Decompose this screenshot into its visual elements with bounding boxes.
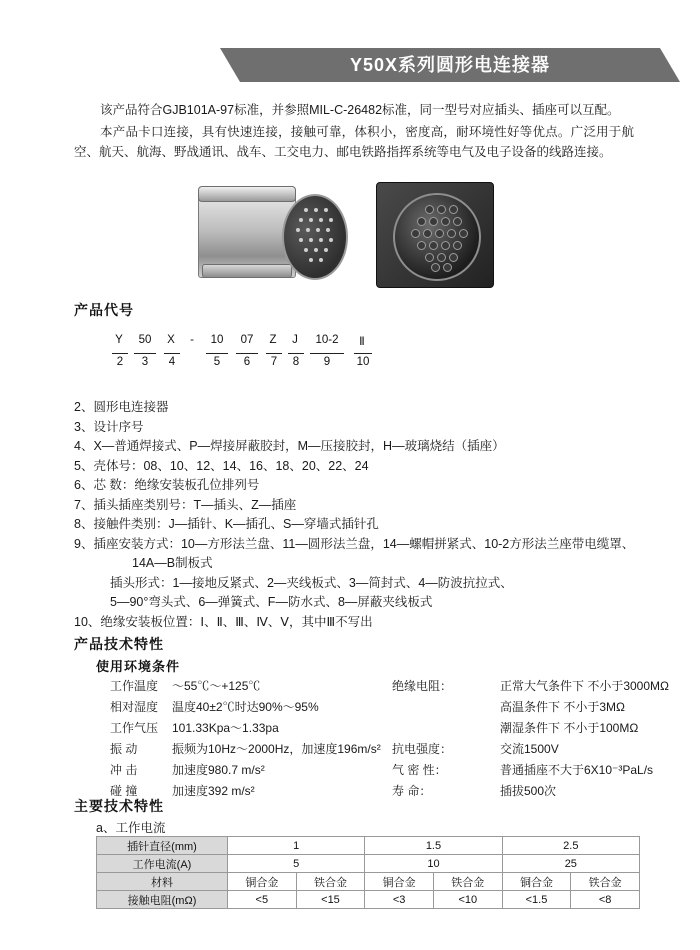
title-banner [0,48,700,82]
row-header: 接触电阻(mΩ) [97,891,228,909]
table-cell: 1.5 [365,837,502,855]
code-number-8: 8 [292,356,300,368]
receptacle-contact-face [393,193,481,281]
intro-text [74,100,634,164]
product-code-heading: 产品代号 [74,302,134,318]
table-cell: 铁合金 [571,873,640,891]
env-value: 加速度392 m/s² [172,784,255,798]
product-code-diagram [108,334,388,378]
list-item: 4、X—普通焊接式、P—焊接屏蔽胶封，M—压接胶封，H—玻璃烧结（插座） [74,439,505,453]
receptacle-connector-photo [376,182,494,288]
env-label: 振 动 [110,742,138,756]
code-number-4: 4 [168,356,176,368]
code-part-2: 50 [138,334,152,346]
env-rvalue: 正常大气条件下 不小于3000MΩ [500,679,669,693]
env-label: 相对湿度 [110,700,159,714]
table-row [97,855,640,873]
main-tech-heading: 主要技术特性 [74,798,164,814]
code-number-10: 10 [356,356,370,368]
env-value: 加速度980.7 m/s² [172,763,265,777]
table-cell: 铜合金 [228,873,297,891]
code-number-5: 5 [213,356,221,368]
env-rvalue: 插拔500次 [500,784,557,798]
list-item: 2、圆形电连接器 [74,400,169,414]
env-rvalue: 高温条件下 不小于3MΩ [500,700,625,714]
env-value: 101.33Kpa～1.33pa [172,721,279,735]
env-rlabel: 气 密 性： [392,763,447,777]
table-cell: 铁合金 [296,873,365,891]
code-parts-row [108,334,388,352]
working-current-table [96,836,640,909]
environment-conditions [110,676,669,802]
env-rlabel: 寿 命： [392,784,432,798]
env-value: 温度40±2℃时达90%～95% [172,700,319,714]
code-part-4: - [190,334,194,346]
plug-connector-photo [190,178,350,290]
row-header: 工作电流(A) [97,855,228,873]
table-cell: 10 [365,855,502,873]
banner-left-triangle [220,48,240,82]
code-part-7: Z [269,334,277,346]
list-item: 3、设计序号 [74,419,144,434]
list-item: 7、插头插座类别号：T—插头、Z—插座 [74,497,297,512]
table-cell: 1 [228,837,365,855]
env-rvalue: 潮湿条件下 不小于100MΩ [500,721,639,735]
table-cell: 铜合金 [365,873,434,891]
code-part-1: Y [115,334,123,346]
env-row [110,718,650,739]
env-row [110,760,654,781]
env-row [110,781,650,802]
env-row [110,676,669,697]
list-item: 5—90°弯头式、6—弹簧式、F—防水式、8—屏蔽夹线板式 [110,595,433,609]
env-rlabel: 绝缘电阻： [392,679,453,693]
page-title: Y50X系列圆形电连接器 [349,55,551,75]
list-item: 10、绝缘安装板位置：Ⅰ、Ⅱ、Ⅲ、Ⅳ、Ⅴ，其中Ⅲ不写出 [74,614,373,629]
code-number-9: 9 [323,356,331,368]
plug-pin-field [284,196,346,278]
table-row [97,873,640,891]
code-part-5: 10 [210,334,224,346]
list-item: 6、芯 数：绝缘安装板孔位排列号 [74,478,260,492]
env-rvalue: 交流1500V [500,742,559,756]
intro-paragraph-1: 该产品符合GJB101A-97标准，并参照MIL-C-26482标准，同一型号对应插头、插座可以互配。 [100,103,620,117]
code-number-7: 7 [270,356,278,368]
list-item: 插头形式：1—接地反紧式、2—夹线板式、3—简封式、4—防波抗拉式、 [110,575,513,590]
code-description-list [74,398,634,632]
table-cell: <3 [365,891,434,909]
code-part-9: 10-2 [315,334,339,346]
table-cell: 铜合金 [502,873,571,891]
env-row [110,739,650,760]
row-header: 插针直径(mm) [97,837,228,855]
table-cell: <15 [296,891,365,909]
list-item: 9、插座安装方式：10—方形法兰盘、11—圆形法兰盘，14—螺帽拼紧式、10-2方形法兰座带电缆罩、 [74,536,635,551]
tech-sub-heading: 使用环境条件 [96,659,181,674]
product-photos [180,178,520,294]
table-cell: 5 [228,855,365,873]
code-number-2: 2 [116,356,124,368]
table-cell: <5 [228,891,297,909]
plug-contact-face [282,194,348,280]
table-label: a、工作电流 [96,821,166,835]
env-label: 工作温度 [110,679,159,693]
table-row [97,837,640,855]
table-cell: <1.5 [502,891,571,909]
tech-heading: 产品技术特性 [74,636,164,652]
env-rlabel: 抗电强度： [392,742,453,756]
table-cell: 铁合金 [433,873,502,891]
list-item: 14A—B制板式 [132,556,213,570]
code-part-6: 07 [240,334,254,346]
code-part-10: Ⅱ [359,336,365,348]
env-label: 工作气压 [110,721,159,735]
banner-right-triangle [660,48,680,82]
code-number-3: 3 [141,356,149,368]
row-header: 材料 [97,873,228,891]
code-number-6: 6 [243,356,251,368]
env-label: 碰 撞 [110,784,138,798]
table-cell: 25 [502,855,639,873]
receptacle-hole-field [395,195,479,279]
table-cell: <8 [571,891,640,909]
plug-bottom-ring [202,264,292,278]
table-cell: <10 [433,891,502,909]
intro-paragraph-2: 本产品卡口连接，具有快速连接，接触可靠，体积小，密度高，耐环境性好等优点。广泛用于航空、航天、航海、野战通讯、战车、工交电力、邮电铁路指挥系统等电气及电子设备的线路连接。 [74,125,634,159]
table-row [97,891,640,909]
env-row [110,697,650,718]
env-value: ～55℃～+125℃ [172,679,261,693]
env-value: 振频为10Hz～2000Hz，加速度196m/s² [172,742,381,756]
plug-top-ring [198,186,296,202]
table-cell: 2.5 [502,837,639,855]
env-label: 冲 击 [110,763,138,777]
code-part-3: X [167,334,175,346]
list-item: 8、接触件类别：J—插针、K—插孔、S—穿墙式插针孔 [74,517,379,531]
code-part-8: J [292,334,298,346]
list-item: 5、壳体号：08、10、12、14、16、18、20、22、24 [74,458,369,473]
env-rvalue: 普通插座不大于6X10⁻³PaL/s [500,763,654,777]
